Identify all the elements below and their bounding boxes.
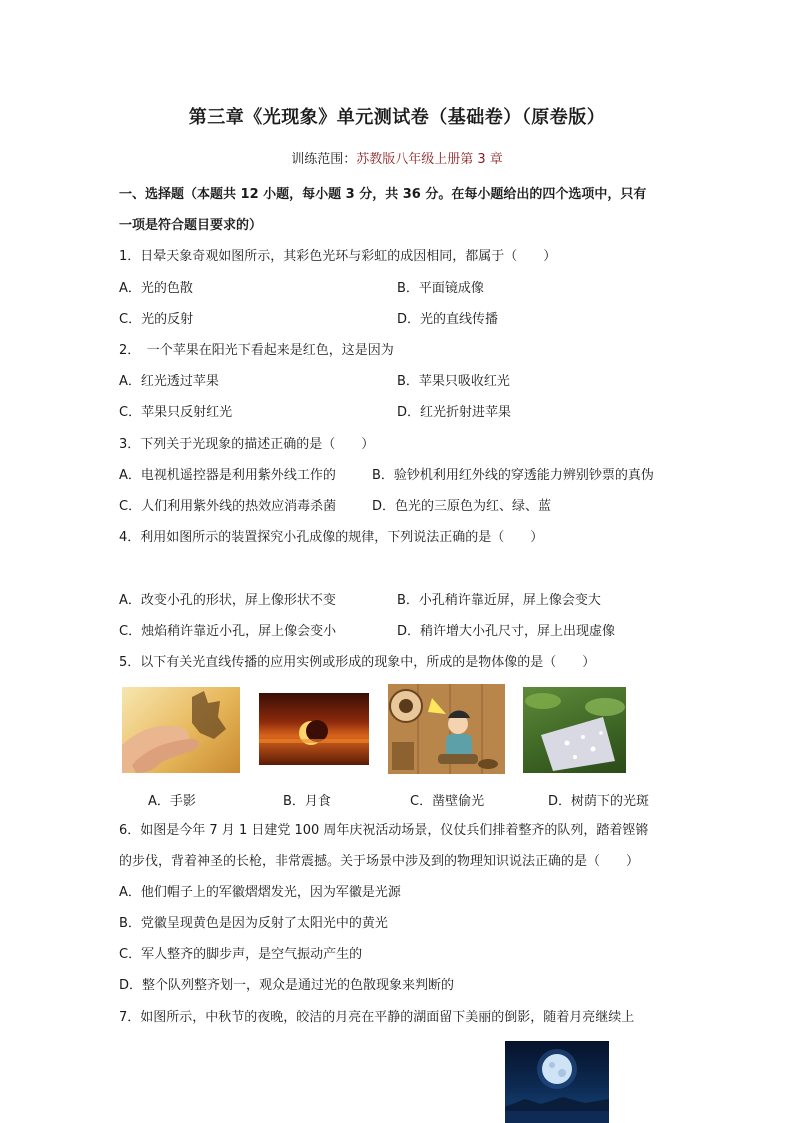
q6-stem-line-1: 6．如图是今年 7 月 1 日建党 100 周年庆祝活动场景，仪仗兵们排着整齐的队列，踏着铿锵 (119, 823, 649, 838)
q6-option-a: A．他们帽子上的军徽熠熠发光，因为军徽是光源 (119, 885, 401, 900)
q1-option-b: B．平面镜成像 (397, 281, 484, 296)
q2-option-b: B．苹果只吸收红光 (397, 374, 510, 389)
q6-option-c: C．军人整齐的脚步声，是空气振动产生的 (119, 947, 363, 962)
q1-option-c: C．光的反射 (119, 312, 194, 327)
q3-option-d: D．色光的三原色为红、绿、蓝 (372, 499, 552, 514)
hand-shadow-drawing (122, 687, 240, 773)
eclipse-image (259, 693, 369, 765)
q2-option-d: D．红光折射进苹果 (397, 405, 512, 420)
q3-option-c: C．人们利用紫外线的热效应消毒杀菌 (119, 499, 337, 514)
moon-lake-image (505, 1041, 609, 1123)
page-title: 第三章《光现象》单元测试卷（基础卷）（原卷版） (188, 107, 606, 128)
moon-lake-drawing (505, 1041, 609, 1123)
q4-option-b: B．小孔稍许靠近屏，屏上像会变大 (397, 593, 601, 608)
q5-option-c: C．凿壁偷光 (410, 794, 485, 809)
q5-option-b: B．月食 (283, 794, 331, 809)
q3-option-a: A．电视机遥控器是利用紫外线工作的 (119, 468, 336, 483)
q1-stem: 1．日晕天象奇观如图所示，其彩色光环与彩虹的成因相同，都属于（ ） (119, 249, 557, 264)
q6-stem-line-2: 的步伐，背着神圣的长枪，非常震撼。关于场景中涉及到的物理知识说法正确的是（ ） (119, 854, 640, 869)
q4-option-d: D．稍许增大小孔尺寸，屏上出现虚像 (397, 624, 616, 639)
q6-option-d: D．整个队列整齐划一，观众是通过光的色散现象来判断的 (119, 978, 455, 993)
training-range (0, 148, 794, 167)
q5-option-a: A．手影 (148, 794, 196, 809)
q3-option-b: B．验钞机利用红外线的穿透能力辨别钞票的真伪 (372, 468, 654, 483)
q4-option-a: A．改变小孔的形状，屏上像形状不变 (119, 593, 336, 608)
range-label: 训练范围： (291, 152, 357, 167)
section-heading-line-2: 一项是符合题目要求的） (119, 218, 263, 233)
tree-light-spots-image (523, 687, 626, 773)
q1-option-d: D．光的直线传播 (397, 312, 499, 327)
q6-option-b: B．党徽呈现黄色是因为反射了太阳光中的黄光 (119, 916, 388, 931)
q7-stem: 7．如图所示，中秋节的夜晚，皎洁的月亮在平静的湖面留下美丽的倒影，随着月亮继续上 (119, 1010, 635, 1025)
light-spots-drawing (523, 687, 626, 773)
q4-stem: 4．利用如图所示的装置探究小孔成像的规律，下列说法正确的是（ ） (119, 530, 544, 545)
q5-option-d: D．树荫下的光斑 (548, 794, 650, 809)
q2-stem: 2． 一个苹果在阳光下看起来是红色，这是因为 (119, 343, 394, 358)
q5-stem: 5．以下有关光直线传播的应用实例或形成的现象中，所成的是物体像的是（ ） (119, 655, 596, 670)
q1-option-a: A．光的色散 (119, 281, 193, 296)
q2-option-c: C．苹果只反射红光 (119, 405, 233, 420)
cartoon-boy-drawing (388, 684, 505, 774)
q4-option-c: C．烛焰稍许靠近小孔，屏上像会变小 (119, 624, 337, 639)
section-heading-line-1: 一、选择题（本题共 12 小题，每小题 3 分，共 36 分。在每小题给出的四个选项中，只有 (119, 187, 647, 202)
range-value: 苏教版八年级上册第 3 章 (356, 152, 503, 167)
cartoon-boy-image (388, 684, 505, 774)
q2-option-a: A．红光透过苹果 (119, 374, 219, 389)
hand-shadow-image (122, 687, 240, 773)
q3-stem: 3．下列关于光现象的描述正确的是（ ） (119, 437, 375, 452)
eclipse-drawing (259, 693, 369, 765)
